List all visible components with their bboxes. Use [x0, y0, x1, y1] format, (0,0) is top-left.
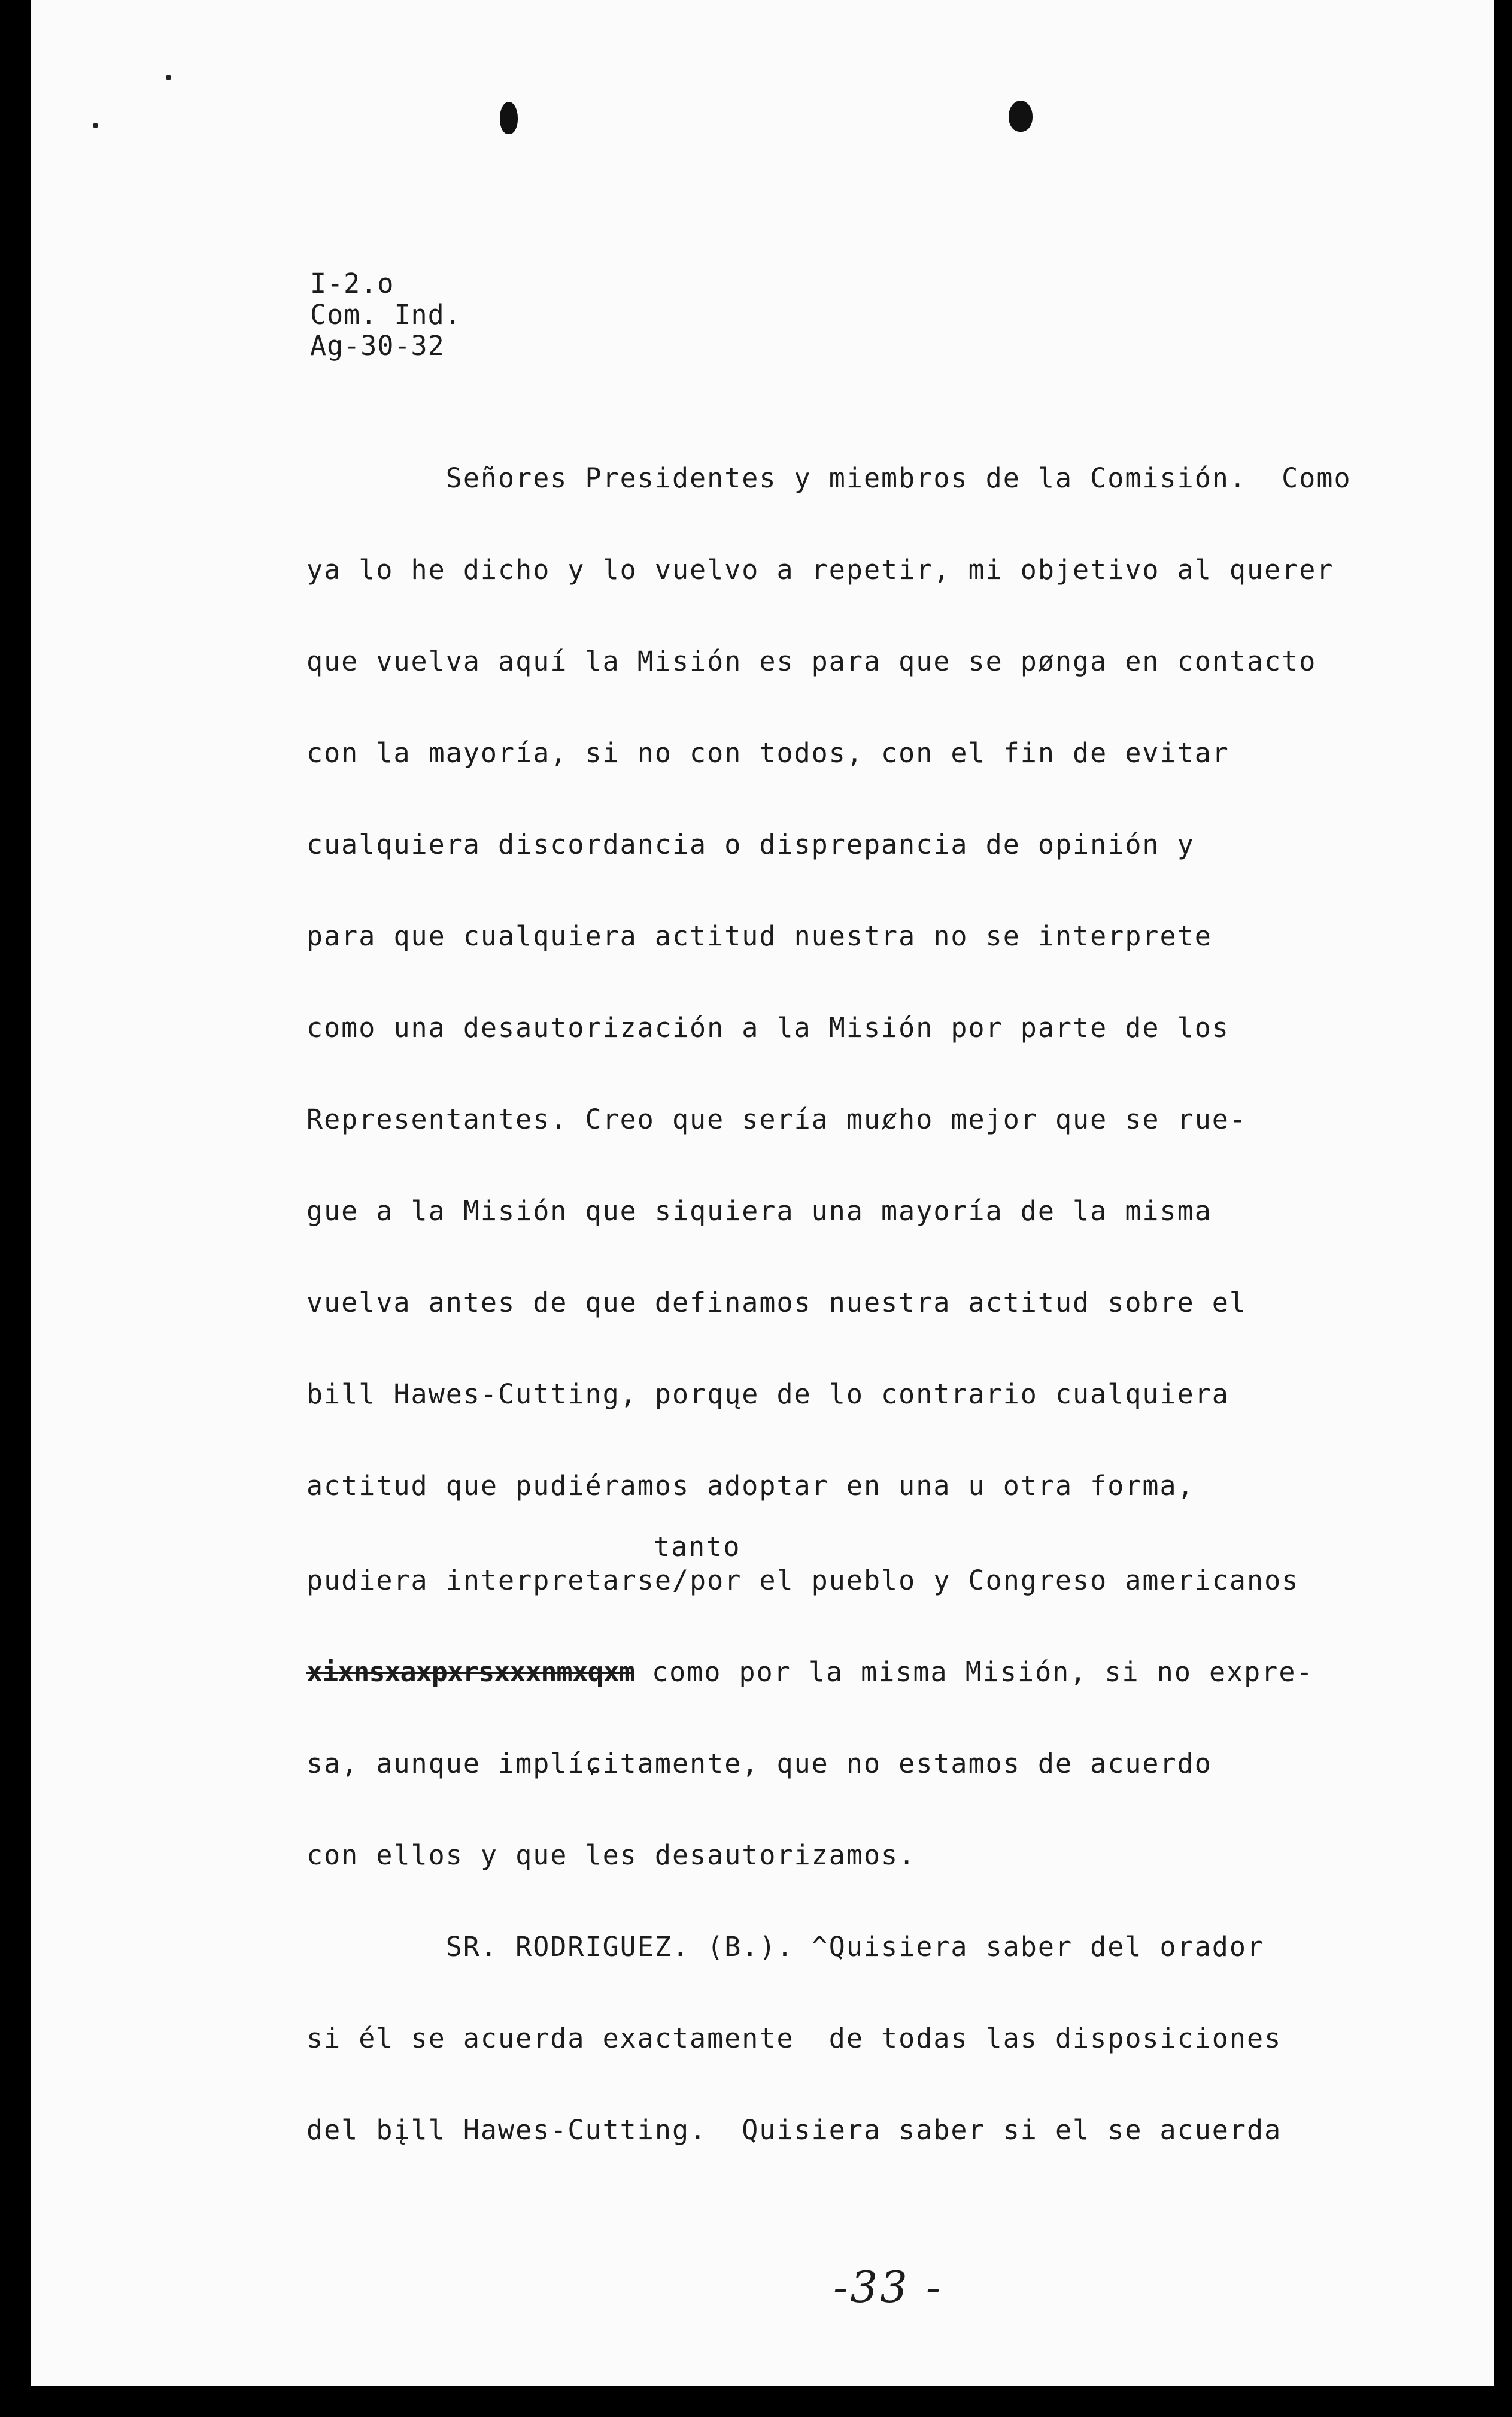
body-line: cualquiera discordancia o disprepancia de opinión y — [306, 829, 1195, 860]
body-line-with-strikeout — [306, 1657, 1314, 1688]
body-line-continuation: como por la misma Misión, si no expre- — [634, 1656, 1314, 1688]
body-line: pudiera interpretarse/por el pueblo y Congreso americanos — [306, 1564, 1300, 1596]
body-line: con ellos y que les desautorizamos. — [306, 1839, 916, 1871]
body-line: sa, aunque implíɕitamente, que no estamos de acuerdo — [306, 1748, 1212, 1779]
body-line: como una desautorización a la Misión por parte de los — [306, 1012, 1229, 1044]
reference-line-1: I-2.o — [310, 268, 394, 299]
body-line: ya lo he dicho y lo vuelvo a repetir, mi objetivo al querer — [306, 554, 1334, 586]
typed-body — [31, 0, 1494, 2386]
body-line: actitud que pudiéramos adoptar en una u otra forma, — [306, 1470, 1195, 1502]
body-line: que vuelva aquí la Misión es para que se pønga en contacto — [306, 645, 1317, 677]
body-line: vuelva antes de que definamos nuestra actitud sobre el — [306, 1287, 1247, 1318]
document-page — [31, 0, 1494, 2386]
reference-line-2: Com. Ind. — [310, 299, 462, 330]
body-line: bill Hawes-Cutting, porqųe de lo contrario cualquiera — [306, 1378, 1229, 1410]
body-line: con la mayoría, si no con todos, con el fin de evitar — [306, 737, 1229, 769]
struck-out-text: xixnsxaxpxrsxxxnmxqxm — [306, 1656, 634, 1688]
body-line: SR. RODRIGUEZ. (B.). ^Quisiera saber del orador — [306, 1931, 1265, 1963]
body-line: Señores Presidentes y miembros de la Comisión. Como — [306, 462, 1352, 494]
body-line: Representantes. Creo que sería muȼho mejor que se rue- — [306, 1103, 1247, 1135]
body-line: del bįll Hawes-Cutting. Quisiera saber si el se acuerda — [306, 2114, 1282, 2146]
body-line: gue a la Misión que siquiera una mayoría de la misma — [306, 1195, 1212, 1227]
body-line: si él se acuerda exactamente de todas las disposiciones — [306, 2022, 1282, 2054]
interlinear-insertion: tanto — [654, 1531, 741, 1563]
body-line: para que cualquiera actitud nuestra no se interprete — [306, 920, 1212, 952]
reference-line-3: Ag-30-32 — [310, 330, 445, 362]
page-number: -33 - — [833, 2262, 943, 2312]
